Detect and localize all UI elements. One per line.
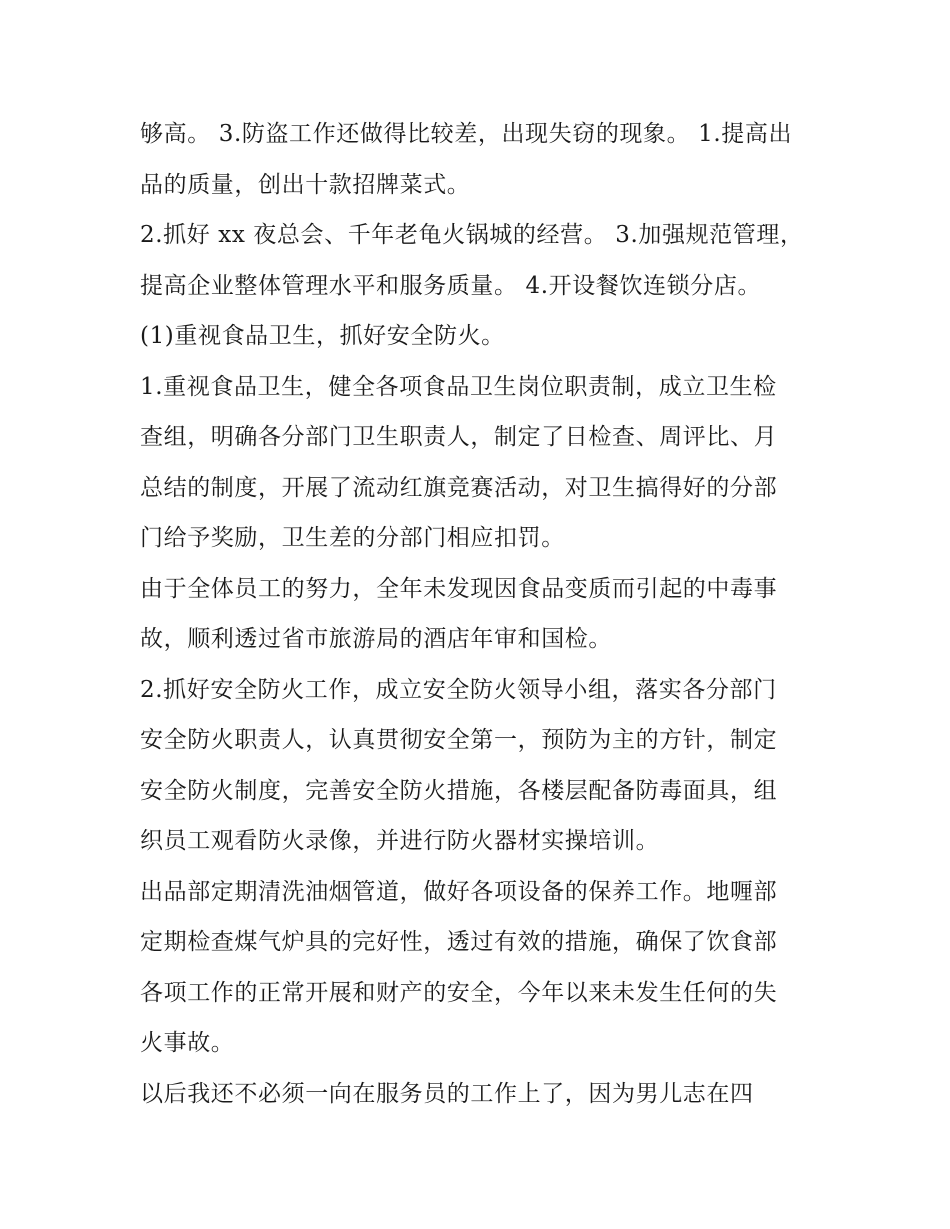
paragraph-1 <box>140 109 815 210</box>
text-line: 故，顺利透过省市旅游局的酒店年审和国检。 <box>140 626 612 652</box>
text-line: 各项工作的正常开展和财产的安全，今年以来未发生任何的失 <box>140 979 778 1006</box>
text-line: 火事故。 <box>140 1030 235 1056</box>
paragraph-3 <box>140 311 815 362</box>
paragraph-2 <box>140 210 815 311</box>
text-line: 2.抓好安全防火工作，成立安全防火领导小组，落实各分部门 <box>140 676 777 703</box>
text-line: 品的质量，创出十款招牌菜式。 <box>140 171 471 198</box>
text-line: 提高企业整体管理水平和服务质量。 4.开设餐饮连锁分店。 <box>140 272 762 299</box>
paragraph-6 <box>140 665 815 867</box>
document-body <box>140 109 815 1119</box>
text-line: 查组，明确各分部门卫生职责人，制定了日检查、周评比、月 <box>140 424 778 450</box>
text-line: 安全防火制度，完善安全防火措施，各楼层配备防毒面具，组 <box>140 777 778 804</box>
text-line: 总结的制度，开展了流动红旗竞赛活动，对卫生搞得好的分部 <box>140 474 778 501</box>
text-line: 以后我还不必须一向在服务员的工作上了，因为男儿志在四 <box>140 1080 754 1107</box>
paragraph-5 <box>140 564 815 665</box>
text-line: 门给予奖励，卫生差的分部门相应扣罚。 <box>140 525 565 551</box>
text-line: 1.重视食品卫生，健全各项食品卫生岗位职责制，成立卫生检 <box>140 373 777 400</box>
paragraph-8 <box>140 1069 815 1120</box>
text-line: 2.抓好 xx 夜总会、千年老龟火锅城的经营。 3.加强规范管理， <box>140 222 804 248</box>
text-line: 安全防火职责人，认真贯彻安全第一，预防为主的方针，制定 <box>140 727 778 753</box>
paragraph-7 <box>140 867 815 1069</box>
text-line: 定期检查煤气炉具的完好性，透过有效的措施，确保了饮食部 <box>140 929 778 955</box>
text-line: (1)重视食品卫生，抓好安全防火。 <box>140 323 505 349</box>
paragraph-4 <box>140 362 815 564</box>
text-line: 织员工观看防火录像，并进行防火器材实操培训。 <box>140 828 660 854</box>
text-line: 够高。 3.防盗工作还做得比较差，出现失窃的现象。 1.提高出 <box>140 121 793 147</box>
text-line: 由于全体员工的努力，全年未发现因食品变质而引起的中毒事 <box>140 575 778 602</box>
text-line: 出品部定期清洗油烟管道，做好各项设备的保养工作。地喱部 <box>140 878 778 905</box>
